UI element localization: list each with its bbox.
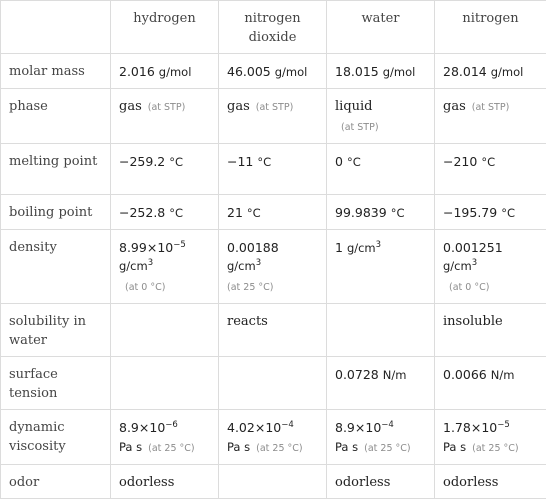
condition-note: (at 25 °C): [256, 443, 302, 454]
unit: Pa s: [119, 440, 142, 454]
cell-phase-nitrogen-dioxide: [219, 89, 327, 144]
cell-viscosity-nitrogen-dioxide: [219, 410, 327, 465]
value: 18.015: [335, 64, 379, 79]
cell-phase-water: [327, 89, 435, 144]
cell-viscosity-water: [327, 410, 435, 465]
cell-boiling-point-hydrogen: [111, 195, 219, 230]
header-nitrogen-dioxide: nitrogen dioxide: [219, 1, 327, 54]
cell-solubility-nitrogen-dioxide: reacts: [219, 304, 327, 357]
row-solubility: [1, 304, 546, 357]
unit: °C: [257, 155, 271, 169]
row-label-dynamic-viscosity: dynamic viscosity: [1, 410, 111, 465]
unit: g/mol: [275, 65, 308, 79]
cell-phase-nitrogen: [435, 89, 546, 144]
cell-surface-tension-nitrogen: [435, 357, 546, 410]
sci-value: $8.9\times 10^{-4}$: [335, 418, 426, 437]
cell-boiling-point-nitrogen: [435, 195, 546, 230]
value: 46.005: [227, 64, 271, 79]
value: −210: [443, 154, 477, 169]
row-label-phase: phase: [1, 89, 111, 144]
cell-surface-tension-water: [327, 357, 435, 410]
cell-odor-nitrogen-dioxide: [219, 465, 327, 499]
row-label-surface-tension: surface tension: [1, 357, 111, 410]
value: −11: [227, 154, 253, 169]
row-melting-point: [1, 144, 546, 195]
sci-value: $8.99\times 10^{-5}$: [119, 238, 210, 257]
row-surface-tension: [1, 357, 546, 410]
header-nitrogen: nitrogen: [435, 1, 546, 54]
cell-solubility-nitrogen: insoluble: [435, 304, 546, 357]
value: −252.8: [119, 205, 165, 220]
value: 0.0066: [443, 367, 487, 382]
row-label-boiling-point: boiling point: [1, 195, 111, 230]
value: gas: [227, 99, 250, 114]
row-molar-mass: [1, 54, 546, 89]
cell-density-nitrogen: [435, 230, 546, 304]
unit: °C: [391, 206, 405, 220]
unit: °C: [347, 155, 361, 169]
row-boiling-point: [1, 195, 546, 230]
value: −259.2: [119, 154, 165, 169]
unit: °C: [481, 155, 495, 169]
condition-note: (at 25 °C): [472, 443, 518, 454]
row-label-odor: odor: [1, 465, 111, 499]
row-dynamic-viscosity: [1, 410, 546, 465]
value: −195.79: [443, 205, 497, 220]
value: 0: [335, 154, 343, 169]
row-odor: [1, 465, 546, 499]
condition-note: (at 25 °C): [148, 443, 194, 454]
cell-viscosity-nitrogen: [435, 410, 546, 465]
unit: °C: [247, 206, 261, 220]
cell-odor-hydrogen: odorless: [111, 465, 219, 499]
value: 1: [335, 240, 343, 255]
unit: Pa s: [227, 440, 250, 454]
header-corner: [1, 1, 111, 54]
value: 0.00188: [227, 238, 318, 257]
row-label-density: density: [1, 230, 111, 304]
unit: °C: [169, 155, 183, 169]
condition-note: (at 25 °C): [364, 443, 410, 454]
value: 0.0728: [335, 367, 379, 382]
unit: °C: [501, 206, 515, 220]
unit: N/m: [491, 368, 515, 382]
unit: N/m: [383, 368, 407, 382]
row-label-solubility: solubility in water: [1, 304, 111, 357]
value: gas: [119, 99, 142, 114]
row-density: [1, 230, 546, 304]
unit: Pa s: [335, 440, 358, 454]
cell-boiling-point-water: [327, 195, 435, 230]
header-hydrogen: hydrogen: [111, 1, 219, 54]
unit: °C: [169, 206, 183, 220]
unit: $g/cm^3$: [227, 257, 318, 276]
condition-note: (at STP): [256, 102, 294, 113]
sci-value: $1.78\times 10^{-5}$: [443, 418, 538, 437]
condition-note: (at STP): [341, 118, 426, 137]
unit: g/mol: [383, 65, 416, 79]
value: 28.014: [443, 64, 487, 79]
cell-melting-point-hydrogen: [111, 144, 219, 195]
unit: $g/cm^3$: [119, 257, 210, 276]
row-phase: [1, 89, 546, 144]
cell-surface-tension-hydrogen: [111, 357, 219, 410]
cell-melting-point-water: [327, 144, 435, 195]
condition-note: (at STP): [472, 102, 510, 113]
value: 2.016: [119, 64, 155, 79]
cell-molar-mass-nitrogen-dioxide: [219, 54, 327, 89]
cell-odor-water: odorless: [327, 465, 435, 499]
condition-note: (at 0 °C): [449, 278, 538, 297]
sci-value: $8.9\times 10^{-6}$: [119, 418, 210, 437]
unit: Pa s: [443, 440, 466, 454]
cell-viscosity-hydrogen: [111, 410, 219, 465]
value: liquid: [335, 97, 426, 116]
cell-density-hydrogen: [111, 230, 219, 304]
cell-boiling-point-nitrogen-dioxide: [219, 195, 327, 230]
condition-note: (at STP): [148, 102, 186, 113]
cell-phase-hydrogen: [111, 89, 219, 144]
cell-surface-tension-nitrogen-dioxide: [219, 357, 327, 410]
header-water: water: [327, 1, 435, 54]
cell-melting-point-nitrogen-dioxide: [219, 144, 327, 195]
unit: $g/cm^3$: [443, 257, 538, 276]
cell-solubility-water: [327, 304, 435, 357]
row-label-molar-mass: molar mass: [1, 54, 111, 89]
unit: $g/cm^3$: [347, 241, 381, 255]
sci-value: $4.02\times 10^{-4}$: [227, 418, 318, 437]
cell-molar-mass-hydrogen: [111, 54, 219, 89]
cell-molar-mass-water: [327, 54, 435, 89]
cell-solubility-hydrogen: [111, 304, 219, 357]
header-row: [1, 1, 546, 54]
cell-density-water: [327, 230, 435, 304]
cell-density-nitrogen-dioxide: [219, 230, 327, 304]
value: gas: [443, 99, 466, 114]
value: 0.001251: [443, 238, 538, 257]
condition-note: (at 0 °C): [125, 278, 210, 297]
cell-melting-point-nitrogen: [435, 144, 546, 195]
cell-molar-mass-nitrogen: [435, 54, 546, 89]
row-label-melting-point: melting point: [1, 144, 111, 195]
condition-note: (at 25 °C): [227, 278, 318, 297]
value: 99.9839: [335, 205, 387, 220]
cell-odor-nitrogen: odorless: [435, 465, 546, 499]
unit: g/mol: [491, 65, 524, 79]
value: 21: [227, 205, 243, 220]
unit: g/mol: [159, 65, 192, 79]
